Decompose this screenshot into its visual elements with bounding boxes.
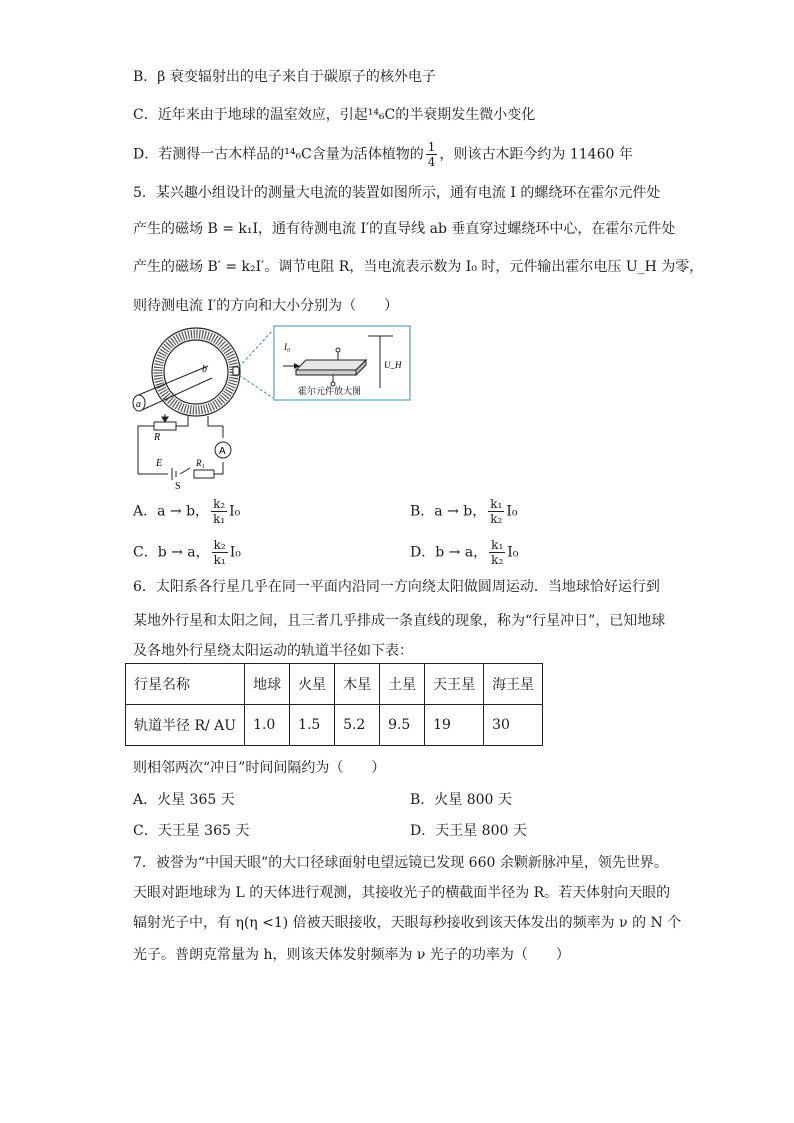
q6-option-b: B．火星 800 天: [410, 792, 512, 808]
orbit-radius-table: [125, 663, 543, 746]
fraction: $\frac{\text{k₂}}{\text{k₁}}$: [213, 538, 226, 567]
q7-stem-line-2: 天眼对距地球为 L 的天体进行观测，其接收光子的横截面半径为 R。若天体射向天眼的: [133, 885, 671, 901]
q7-stem-line-3: 辐射光子中，有 η(η <1) 倍被天眼接收，天眼每秒接收到该天体发出的频率为 ν 的 N 个: [133, 915, 682, 931]
toroid-inner: [164, 340, 228, 404]
table-cell: 19: [425, 705, 484, 746]
table-cell: 9.5: [380, 705, 425, 746]
label-a: a: [136, 399, 141, 410]
label-s: S: [175, 481, 181, 492]
q7-stem-line-1: 7．被誉为“中国天眼”的大口径球面射电望远镜已发现 660 余颗新脉冲星，领先世界。: [133, 855, 668, 871]
circuit: [138, 414, 223, 480]
q7-stem-line-4: 光子。普朗克常量为 h，则该天体发射频率为 ν 光子的功率为（ ）: [133, 947, 570, 963]
q6-stem-line-2: 某地外行星和太阳之间，且三者几乎排成一条直线的现象，称为“行星冲日”，已知地球: [133, 613, 666, 629]
hall-plate: [296, 360, 366, 375]
magnified-caption: 霍尔元件放大图: [298, 387, 362, 397]
q4-option-d-tail: ，则该古木距今约为 11460 年: [439, 146, 633, 163]
table-cell: 地球: [245, 664, 290, 705]
label-ammeter: A: [219, 446, 226, 457]
q4-option-d-text: D．若测得一古木样品的¹⁴₆C含量为活体植物的: [133, 146, 424, 163]
table-header-row: [126, 664, 543, 705]
label-e: E: [156, 458, 163, 469]
table-cell: 木星: [335, 664, 380, 705]
q5-option-a: A．a → b， $\frac{\text{k₂}}{\text{k₁}}$ I₀: [133, 497, 241, 526]
table-cell: 30: [484, 705, 543, 746]
label-r1: R₁: [196, 458, 205, 468]
table-cell: 1.0: [245, 705, 290, 746]
table-cell: 海王星: [484, 664, 543, 705]
q5-stem-line-3: 产生的磁场 B′ = k₂I′。调节电阻 R，当电流表示数为 I₀ 时，元件输出霍尔电压 U_H 为零，: [133, 259, 704, 275]
table-cell: 天王星: [425, 664, 484, 705]
table-cell: 行星名称: [126, 664, 245, 705]
q6-stem-line-1: 6．太阳系各行星几乎在同一平面内沿同一方向绕太阳做圆周运动．当地球恰好运行到: [133, 579, 660, 595]
q6-option-a: A．火星 365 天: [133, 792, 235, 808]
fraction: $\frac{\text{k₁}}{\text{k₂}}$: [490, 497, 503, 526]
q6-option-c: C．天王星 365 天: [133, 823, 250, 839]
q6-stem-line-3: 及各地外行星绕太阳运动的轨道半径如下表：: [133, 643, 413, 659]
toroid-winding: [158, 334, 234, 410]
table-cell: 1.5: [290, 705, 335, 746]
table-cell: 5.2: [335, 705, 380, 746]
fraction: $\frac{1}{4}$: [427, 140, 436, 169]
label-b: b: [202, 364, 207, 375]
table-cell: 轨道半径 R/ AU: [126, 705, 245, 746]
label-i0: I₀: [284, 342, 291, 352]
q5-stem-line-1: 5．某兴趣小组设计的测量大电流的装置如图所示，通有电流 I 的螺绕环在霍尔元件处: [133, 185, 661, 201]
q4-option-c: C．近年来由于地球的温室效应，引起¹⁴₆C的半衰期发生微小变化: [133, 107, 536, 123]
table-row: [126, 705, 543, 746]
table-cell: 土星: [380, 664, 425, 705]
label-r: R: [154, 432, 161, 443]
table-cell: 火星: [290, 664, 335, 705]
q5-figure: [128, 322, 418, 492]
q4-option-b: B．β 衰变辐射出的电子来自于碳原子的核外电子: [133, 69, 436, 85]
q4-option-d: [133, 140, 633, 169]
fraction: $\frac{\text{k₂}}{\text{k₁}}$: [213, 497, 226, 526]
label-uh: U_H: [384, 360, 402, 370]
toroid-outer: [152, 328, 240, 416]
q5-option-c: C．b → a， $\frac{\text{k₂}}{\text{k₁}}$ I₀: [133, 538, 241, 567]
hall-element: [233, 367, 239, 375]
q6-option-d: D．天王星 800 天: [410, 823, 527, 839]
q5-stem-line-4: 则待测电流 I′的方向和大小分别为（ ）: [133, 298, 399, 314]
q5-option-b: B．a → b， $\frac{\text{k₁}}{\text{k₂}}$ I₀: [410, 497, 518, 526]
q5-option-d: D．b → a， $\frac{\text{k₁}}{\text{k₂}}$ I₀: [410, 538, 519, 567]
fraction: $\frac{\text{k₁}}{\text{k₂}}$: [491, 538, 504, 567]
q5-stem-line-2: 产生的磁场 B = k₁I，通有待测电流 I′的直导线 ab 垂直穿过螺绕环中心，在霍尔元件处: [133, 221, 676, 237]
q6-question: 则相邻两次“冲日”时间间隔约为（ ）: [133, 760, 386, 776]
hall-sensor-diagram: [128, 322, 418, 492]
